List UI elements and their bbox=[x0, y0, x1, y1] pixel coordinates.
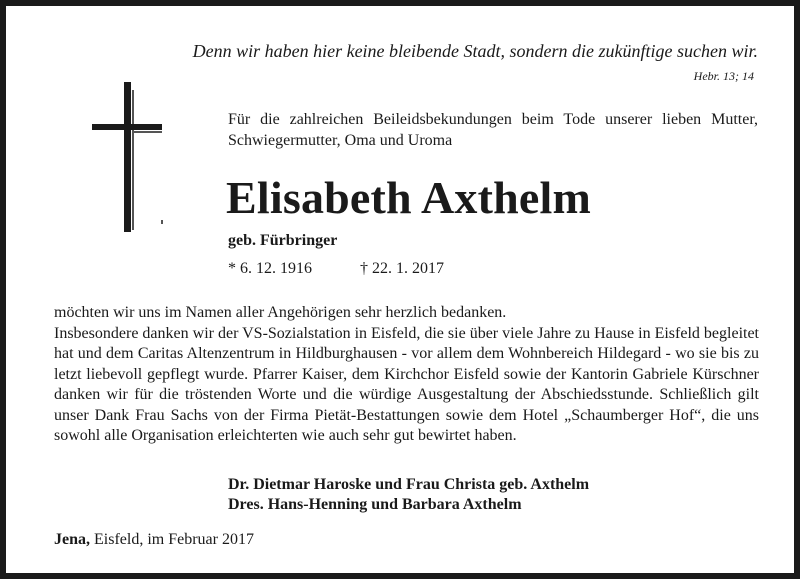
signatories bbox=[228, 475, 589, 515]
thanks-line: möchten wir uns im Namen aller Angehörigen sehr herzlich bedanken. bbox=[54, 304, 507, 321]
deceased-name: Elisabeth Axthelm bbox=[226, 172, 592, 223]
place-city: Jena, bbox=[54, 531, 90, 548]
bible-verse-motto: Denn wir haben hier keine bleibende Stadt, sondern die zukünftige suchen wir. bbox=[192, 41, 758, 61]
place-date-rest: Eisfeld, im Februar 2017 bbox=[90, 531, 254, 548]
latin-cross-icon bbox=[92, 82, 164, 232]
thanks-body: Insbesondere danken wir der VS-Sozialstation in Eisfeld, die sie über viele Jahre zu Hause in Eisfeld begleitet hat und dem Caritas Altenzentrum in Hildburghausen - vor allem dem Wohnbereich Hildegard - wo sie bis zu letzt liebevoll gepflegt wurde. Pfarrer Kaiser, dem Kirchchor Eisfeld sowie der Kantorin Gabriele Kürschner danken wir für die tröstenden Worte und die würdige Ausgestaltung der Abschiedsstunde. Schließlich gilt unser Dank Frau Sachs von der Firma Pietät-Bestattungen sowie dem Hotel „Schaumberger Hof“, die uns sowohl alle Organisation erleichterten wie auch sehr gut bewirtet haben. bbox=[54, 324, 759, 444]
birth-date: * 6. 12. 1916 bbox=[228, 260, 312, 277]
maiden-name: geb. Fürbringer bbox=[228, 232, 338, 249]
place-and-date bbox=[54, 530, 254, 550]
signatory-line: Dr. Dietmar Haroske und Frau Christa geb. Axthelm bbox=[228, 476, 590, 493]
intro-text: Für die zahlreichen Beileidsbekundungen beim Tode unserer lieben Mutter, Schwiegermutter, Oma und Uroma bbox=[228, 111, 758, 149]
thanks-text bbox=[54, 303, 759, 447]
signatory-line: Dres. Hans-Henning und Barbara Axthelm bbox=[228, 496, 522, 513]
death-date: † 22. 1. 2017 bbox=[360, 260, 444, 277]
bible-reference: Hebr. 13; 14 bbox=[693, 69, 754, 83]
life-dates bbox=[228, 259, 444, 279]
